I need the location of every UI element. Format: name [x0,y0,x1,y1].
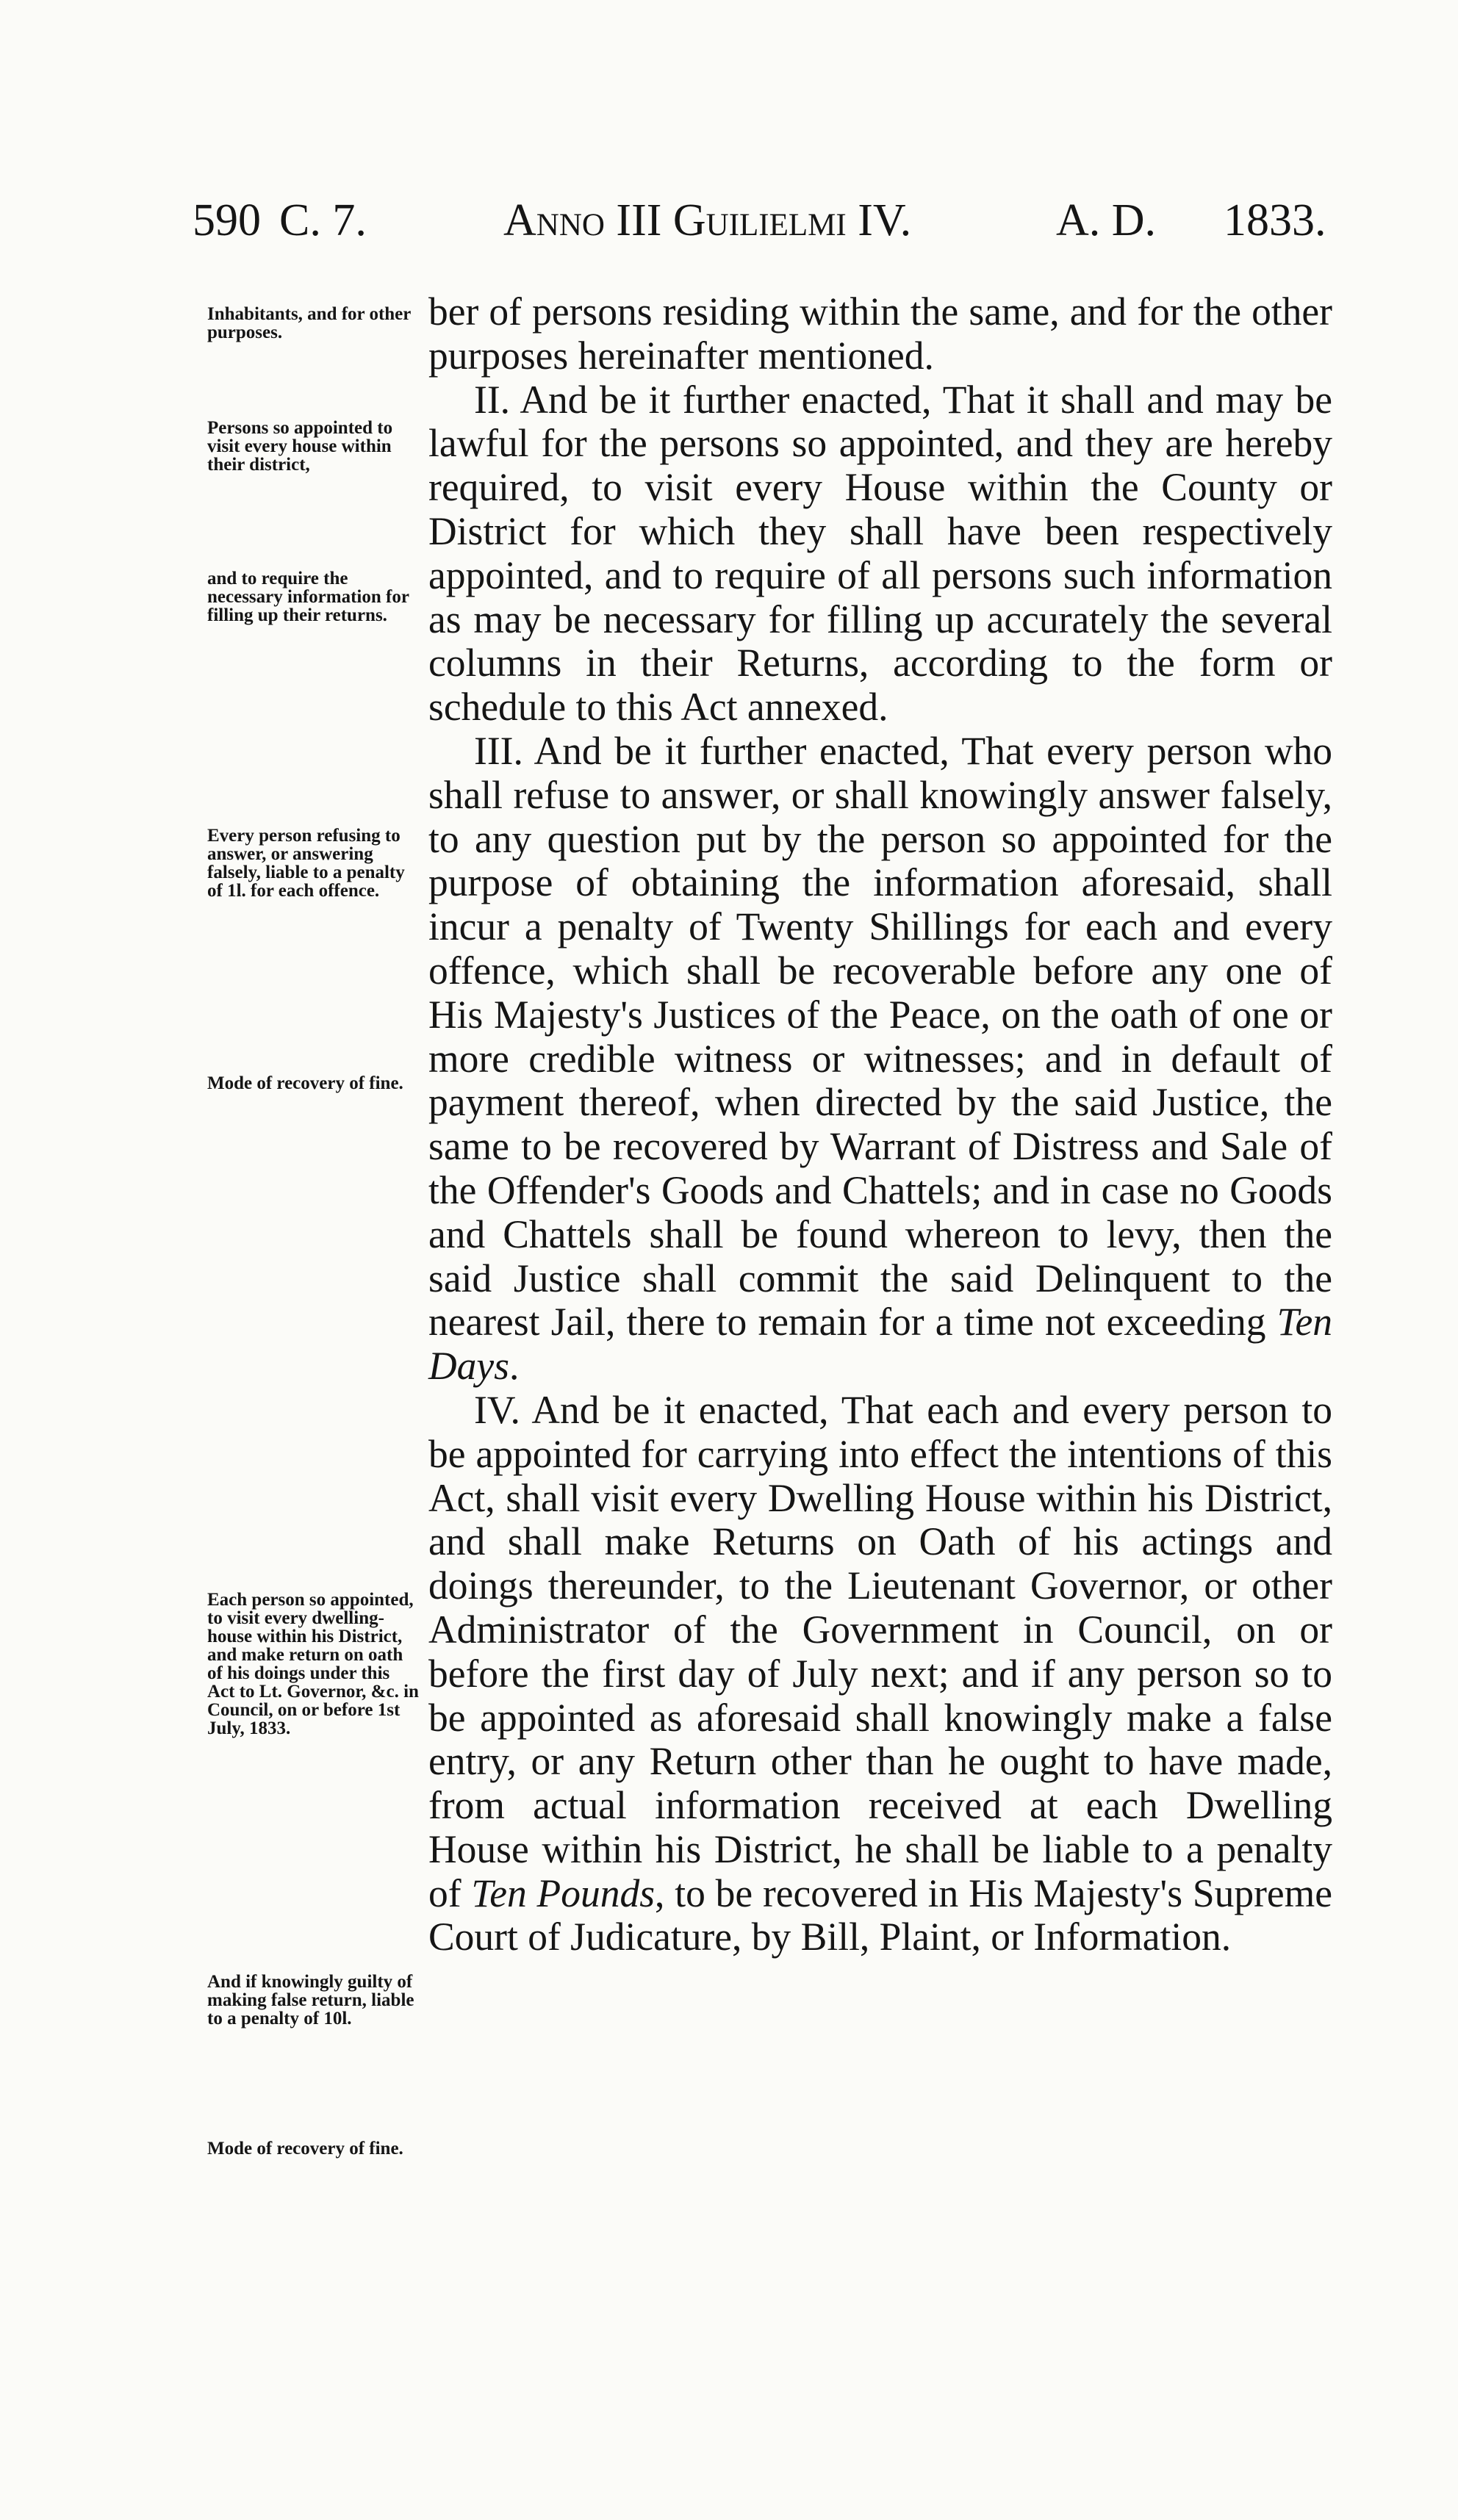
section-4-text: IV. And be it enacted, That each and every person to be appointed for carrying into effect the intentions of this Act, shall visit every Dwelling House within his District, and shall make Returns on Oath of his actings and doings thereunder, to the Lieutenant Governor, or other Administrator of the Government in Council, on or before the first day of July next; and if any person so to be appointed as aforesaid shall knowingly make a false entry, or any Return other than he ought to have made, from actual information received at each Dwelling House within his District, he shall be liable to a penalty of [428,1387,1332,1915]
margin-notes [207,0,420,2520]
margin-note: Inhabitants, and for other purposes. [207,304,411,342]
section-4-italic: Ten Pounds [471,1871,656,1915]
anno-domini: A. D. [1056,195,1157,245]
running-title: Anno III Guilielmi IV. [503,195,912,245]
margin-note: Each person so appointed, to visit every dwelling-house within his District, and make return on oath of his doings under this Act to Lt. Governor, &c. in Council, on or before 1st July, 1833. [207,1590,419,1738]
margin-note: and to require the necessary information for filling up their returns. [207,569,409,625]
section-4 [428,1389,1332,1959]
section-3 [428,730,1332,1389]
margin-note: Every person refusing to answer, or answering falsely, liable to a penalty of 1l. for each offence. [207,826,405,901]
margin-note: Persons so appointed to visit every house within their district, [207,418,393,475]
section-3-end: . [509,1344,520,1389]
margin-note: Mode of recovery of fine. [207,2139,403,2159]
section-3-italic: Ten Days [428,1300,1332,1389]
section-3-text: III. And be it further enacted, That every person who shall refuse to answer, or shall knowingly answer falsely, to any question put by the person so appointed for the purpose of obtaining the information aforesaid, shall incur a penalty of Twenty Shillings for each and every offence, which shall be recoverable before any one of His Majesty's Justices of the Peace, on the oath of one or more credible witness or witnesses; and in default of payment thereof, when directed by the said Justice, the same to be recovered by Warrant of Distress and Sale of the Offender's Goods and Chattels; and in case no Goods and Chattels shall be found whereon to levy, then the said Justice shall commit the said Delinquent to the nearest Jail, there to remain for a time not exceeding [428,728,1332,1344]
chapter-number: C. 7. [279,195,367,245]
year: 1833. [1224,195,1326,245]
margin-note: Mode of recovery of fine. [207,1073,403,1093]
page-number: 590 [193,195,261,245]
section-4-end: , to be recovered in His Majesty's Supreme Court of Judicature, by Bill, Plaint, or Information. [428,1871,1333,1959]
main-text [428,290,1332,1959]
section-2: II. And be it further enacted, That it shall and may be lawful for the persons so appointed, and they are hereby required, to visit every House within the County or District for which they shall have been respectively appointed, and to require of all persons such information as may be necessary for filling up accurately the several columns in their Returns, according to the form or schedule to this Act annexed. [428,377,1332,730]
paragraph-continuation: ber of persons residing within the same, and for the other purposes hereinafter mentioned. [428,289,1332,378]
margin-note: And if knowingly guilty of making false return, liable to a penalty of 10l. [207,1972,414,2028]
